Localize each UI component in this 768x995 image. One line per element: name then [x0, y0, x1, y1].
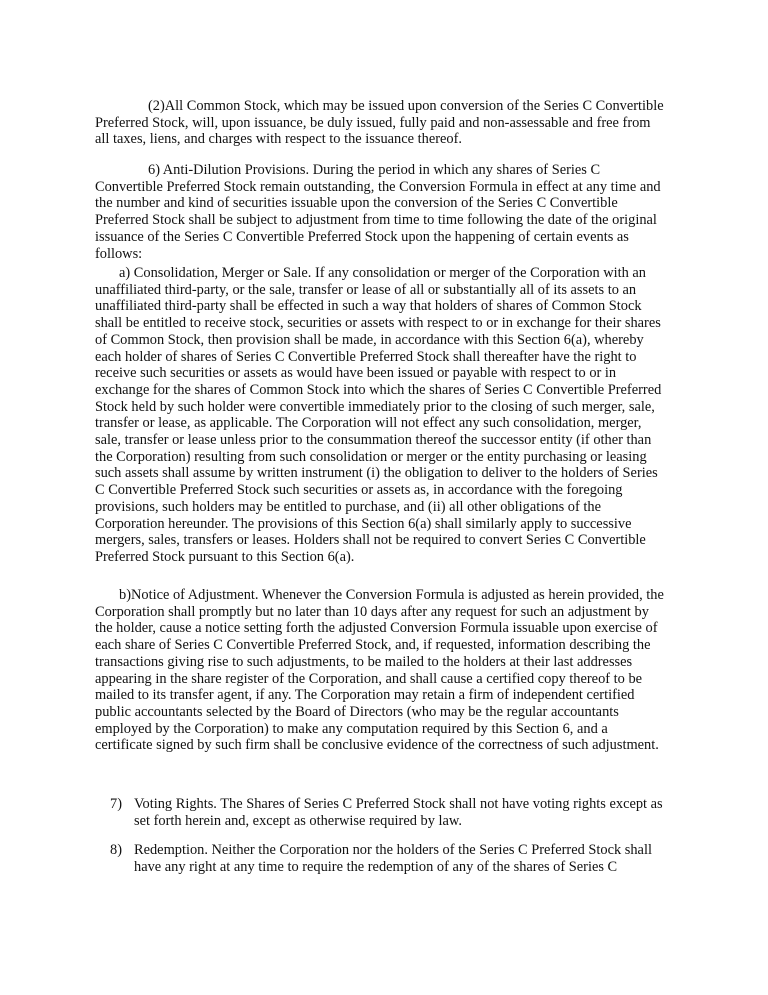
paragraph-consolidation-merger-sale: a) Consolidation, Merger or Sale. If any consolidation or merger of the Corporation with an unaffiliated third-party, or the sale, transfer or lease of all or substantially all of its assets to an unaffiliated third-party shall be effected in such a way that holders of shares of Common Stock shall be entitled to receive stock, securities or assets with respect to or in exchange for their shares of Common Stock, then provision shall be made, in accordance with this Section 6(a), whereby each holder of shares of Series C Convertible Preferred Stock shall thereafter have the right to receive such securities or assets as would have been issued or payable with respect to or in exchange for the shares of Common Stock into which the shares of Series C Convertible Preferred Stock held by such holder were convertible immediately prior to the closing of such merger, sale, transfer or lease, as applicable. The Corporation will not effect any such consolidation, merger, sale, transfer or lease unless prior to the consummation thereof the successor entity (if other than the Corporation) resulting from such consolidation or merger or the entity purchasing or leasing such assets shall assume by written instrument (i) the obligation to deliver to the holders of Series C Convertible Preferred Stock such securities or assets as, in accordance with the foregoing provisions, such holders may be entitled to purchase, and (ii) all other obligations of the Corporation hereunder. The provisions of this Section 6(a) shall similarly apply to successive mergers, sales, transfers or leases. Holders shall not be required to convert Series C Convertible Preferred Stock pursuant to this Section 6(a). — [95, 265, 662, 565]
item-number: 8) — [110, 842, 122, 858]
item-number: 7) — [110, 796, 122, 812]
paragraph-notice-of-adjustment: b)Notice of Adjustment. Whenever the Conversion Formula is adjusted as herein provided, the Corporation shall promptly but no later than 10 days after any request for such an adjustment by the holder, cause a notice setting forth the adjusted Conversion Formula issuable upon exercise of each share of Series C Convertible Preferred Stock, and, if requested, information describing the transactions giving rise to such adjustments, to be mailed to the holders at their last addresses appearing in the share register of the Corporation, and shall cause a certified copy thereof to be mailed to its transfer agent, if any. The Corporation may retain a firm of independent certified public accountants selected by the Board of Directors (who may be the regular accountants employed by the Corporation) to make any computation required by this Section 6, and a certificate signed by such firm shall be conclusive evidence of the correctness of such adjustment. — [95, 587, 664, 754]
item-text: Redemption. Neither the Corporation nor the holders of the Series C Preferred Stock shall have any right at any time to require the redemption of any of the shares of Series C — [134, 842, 652, 875]
item-text: Voting Rights. The Shares of Series C Preferred Stock shall not have voting rights except as set forth herein and, except as otherwise required by law. — [134, 796, 663, 829]
numbered-item-redemption — [110, 842, 665, 875]
paragraph-anti-dilution-provisions: 6) Anti-Dilution Provisions. During the period in which any shares of Series C Convertible Preferred Stock remain outstanding, the Conversion Formula in effect at any time and the number and kind of securities issuable upon the conversion of the Series C Convertible Preferred Stock shall be subject to adjustment from time to time following the date of the original issuance of the Series C Convertible Preferred Stock upon the happening of certain events as follows: — [95, 162, 661, 262]
numbered-item-voting-rights — [110, 796, 665, 829]
paragraph-common-stock-issuance: (2)All Common Stock, which may be issued upon conversion of the Series C Convertible Preferred Stock, will, upon issuance, be duly issued, fully paid and non-assessable and free from all taxes, liens, and charges with respect to the issuance thereof. — [95, 98, 664, 148]
